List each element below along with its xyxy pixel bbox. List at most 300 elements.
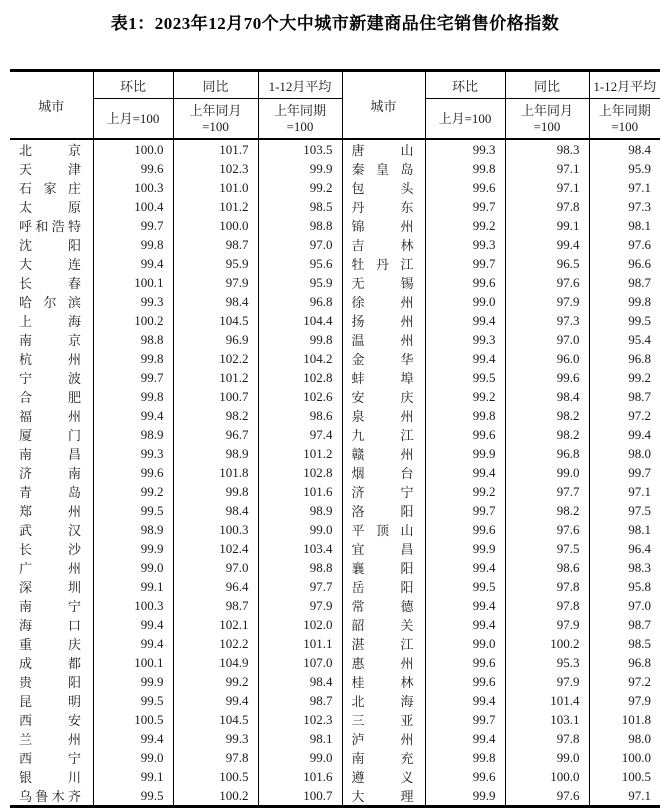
value-cell: 97.1 [628, 787, 651, 803]
price-index-table [10, 69, 660, 808]
value-cell: 100.2 [93, 311, 173, 330]
city-cell [10, 691, 93, 710]
value-cell: 99.0 [93, 558, 173, 577]
city-cell [10, 406, 93, 425]
city-name: 九 江 [351, 428, 414, 443]
table-row [10, 254, 660, 273]
city-cell [342, 311, 425, 330]
value-cell: 97.9 [505, 615, 589, 634]
value-cell: 97.0 [628, 597, 651, 613]
value-cell: 97.9 [505, 292, 589, 311]
city-cell [342, 767, 425, 786]
city-name: 郑 州 [19, 504, 81, 519]
city-name: 平 顶 山 [351, 523, 414, 538]
city-cell [10, 577, 93, 596]
city-name: 丹 东 [351, 200, 414, 215]
value-cell: 99.4 [425, 558, 505, 577]
value-cell: 95.8 [628, 578, 651, 594]
table-row [10, 748, 660, 767]
city-cell [10, 767, 93, 786]
value-cell: 107.0 [258, 653, 342, 672]
value-cell: 99.0 [425, 292, 505, 311]
value-cell: 101.2 [173, 368, 258, 387]
value-cell: 99.4 [425, 463, 505, 482]
value-cell: 98.3 [505, 139, 589, 159]
value-cell: 99.8 [425, 406, 505, 425]
city-name: 大 连 [19, 257, 81, 272]
city-name: 乌 鲁 木 齐 [19, 789, 81, 804]
city-name: 宁 波 [19, 371, 81, 386]
value-cell: 100.7 [258, 786, 342, 807]
value-cell: 99.6 [505, 368, 589, 387]
city-cell [342, 197, 425, 216]
value-cell: 100.5 [621, 768, 651, 784]
city-name: 石 家 庄 [19, 181, 81, 196]
city-name: 岳 阳 [351, 580, 414, 595]
header-yoy-base-right: 上年同月 =100 [505, 99, 589, 140]
city-name: 惠 州 [351, 656, 414, 671]
value-cell: 97.6 [505, 520, 589, 539]
value-cell: 99.6 [425, 273, 505, 292]
header-row-base [10, 99, 660, 140]
value-cell: 100.0 [505, 767, 589, 786]
city-name: 吉 林 [351, 238, 414, 253]
header-mom-base-left: 上月=100 [93, 99, 173, 140]
city-cell [342, 178, 425, 197]
value-cell: 96.4 [173, 577, 258, 596]
city-name: 桂 林 [351, 675, 414, 690]
city-cell [342, 729, 425, 748]
city-name: 长 春 [19, 276, 81, 291]
value-cell: 100.4 [93, 197, 173, 216]
city-name: 常 德 [351, 599, 414, 614]
value-cell: 99.5 [93, 501, 173, 520]
city-name: 安 庆 [351, 390, 414, 405]
value-cell: 98.7 [628, 388, 651, 404]
value-cell: 100.2 [505, 634, 589, 653]
header-city-left: 城市 [10, 71, 93, 140]
city-name: 北 京 [19, 143, 81, 158]
header-mom-right: 环比 [425, 71, 505, 99]
city-name: 哈 尔 滨 [19, 295, 81, 310]
value-cell: 99.4 [425, 349, 505, 368]
value-cell: 98.0 [628, 730, 651, 746]
table-body [10, 139, 660, 807]
city-name: 青 岛 [19, 485, 81, 500]
table-header [10, 71, 660, 140]
city-cell [342, 596, 425, 615]
value-cell: 100.3 [93, 178, 173, 197]
city-cell [10, 463, 93, 482]
page-title: 表1：2023年12月70个大中城市新建商品住宅销售价格指数 [110, 14, 560, 33]
city-cell [342, 273, 425, 292]
value-cell: 99.4 [93, 615, 173, 634]
value-cell: 98.9 [93, 425, 173, 444]
city-cell [342, 463, 425, 482]
city-cell [342, 406, 425, 425]
value-cell: 99.5 [93, 691, 173, 710]
value-cell: 100.0 [93, 139, 173, 159]
city-cell [10, 216, 93, 235]
table-row [10, 292, 660, 311]
value-cell: 103.4 [258, 539, 342, 558]
value-cell: 95.6 [258, 254, 342, 273]
table-row [10, 501, 660, 520]
city-name: 成 都 [19, 656, 81, 671]
value-cell: 99.9 [93, 539, 173, 558]
table-row [10, 216, 660, 235]
value-cell: 97.9 [258, 596, 342, 615]
city-cell [10, 311, 93, 330]
table-row [10, 710, 660, 729]
value-cell: 101.6 [258, 767, 342, 786]
value-cell: 99.2 [173, 672, 258, 691]
city-cell [10, 634, 93, 653]
value-cell: 97.6 [628, 236, 651, 252]
city-cell [10, 596, 93, 615]
value-cell: 99.4 [425, 691, 505, 710]
value-cell: 100.0 [621, 749, 651, 765]
header-mom-left: 环比 [93, 71, 173, 99]
value-cell: 100.1 [93, 273, 173, 292]
city-cell [342, 216, 425, 235]
value-cell: 104.5 [173, 710, 258, 729]
value-cell: 98.2 [505, 425, 589, 444]
value-cell: 97.3 [505, 311, 589, 330]
value-cell: 99.4 [93, 254, 173, 273]
value-cell: 98.9 [93, 520, 173, 539]
city-name: 南 宁 [19, 599, 81, 614]
value-cell: 99.6 [425, 672, 505, 691]
value-cell: 102.8 [258, 368, 342, 387]
table-row [10, 387, 660, 406]
city-name: 宜 昌 [351, 542, 414, 557]
value-cell: 99.5 [425, 368, 505, 387]
city-cell [342, 653, 425, 672]
value-cell: 102.3 [173, 159, 258, 178]
value-cell: 99.7 [425, 501, 505, 520]
city-cell [342, 710, 425, 729]
value-cell: 99.9 [425, 539, 505, 558]
city-cell [342, 577, 425, 596]
value-cell: 98.5 [258, 197, 342, 216]
table-row [10, 786, 660, 807]
value-cell: 99.2 [425, 216, 505, 235]
city-cell [10, 368, 93, 387]
city-cell [342, 558, 425, 577]
value-cell: 97.0 [505, 330, 589, 349]
city-cell [10, 139, 93, 159]
city-name: 包 头 [351, 181, 414, 196]
table-row [10, 159, 660, 178]
value-cell: 99.4 [93, 634, 173, 653]
city-cell [342, 501, 425, 520]
city-cell [10, 748, 93, 767]
value-cell: 102.1 [173, 615, 258, 634]
value-cell: 102.8 [258, 463, 342, 482]
value-cell: 101.0 [173, 178, 258, 197]
city-name: 济 南 [19, 466, 81, 481]
value-cell: 99.2 [425, 387, 505, 406]
city-name: 呼 和 浩 特 [19, 219, 81, 234]
city-cell [342, 292, 425, 311]
value-cell: 99.6 [93, 159, 173, 178]
value-cell: 102.2 [173, 634, 258, 653]
city-name: 厦 门 [19, 428, 81, 443]
value-cell: 98.2 [505, 406, 589, 425]
table-row [10, 273, 660, 292]
value-cell: 99.7 [628, 464, 651, 480]
value-cell: 97.9 [173, 273, 258, 292]
value-cell: 98.4 [173, 501, 258, 520]
value-cell: 101.1 [258, 634, 342, 653]
value-cell: 102.3 [258, 710, 342, 729]
value-cell: 97.2 [628, 407, 651, 423]
city-cell [10, 672, 93, 691]
value-cell: 99.0 [258, 520, 342, 539]
value-cell: 101.6 [258, 482, 342, 501]
city-cell [342, 254, 425, 273]
table-row [10, 634, 660, 653]
city-name: 徐 州 [351, 295, 414, 310]
city-cell [342, 691, 425, 710]
value-cell: 99.4 [505, 235, 589, 254]
value-cell: 96.4 [628, 540, 651, 556]
city-cell [342, 520, 425, 539]
city-name: 南 昌 [19, 447, 81, 462]
city-name: 长 沙 [19, 542, 81, 557]
value-cell: 97.6 [505, 786, 589, 807]
value-cell: 99.7 [93, 368, 173, 387]
value-cell: 99.2 [93, 482, 173, 501]
value-cell: 99.8 [628, 293, 651, 309]
value-cell: 99.6 [425, 425, 505, 444]
value-cell: 97.1 [505, 178, 589, 197]
city-cell [342, 672, 425, 691]
city-name: 深 圳 [19, 580, 81, 595]
value-cell: 101.8 [621, 711, 651, 727]
value-cell: 98.1 [258, 729, 342, 748]
table-row [10, 197, 660, 216]
value-cell: 97.8 [505, 577, 589, 596]
value-cell: 97.7 [258, 577, 342, 596]
city-cell [10, 349, 93, 368]
table-row [10, 139, 660, 159]
city-cell [342, 634, 425, 653]
city-cell [10, 425, 93, 444]
value-cell: 99.8 [258, 330, 342, 349]
value-cell: 97.9 [505, 672, 589, 691]
value-cell: 99.0 [505, 463, 589, 482]
value-cell: 98.3 [628, 559, 651, 575]
city-cell [342, 235, 425, 254]
value-cell: 100.1 [93, 653, 173, 672]
city-cell [342, 482, 425, 501]
city-name: 三 亚 [351, 713, 414, 728]
value-cell: 95.4 [628, 331, 651, 347]
table-row [10, 425, 660, 444]
value-cell: 95.3 [505, 653, 589, 672]
header-avg-base-right: 上年同期 =100 [589, 99, 660, 140]
value-cell: 98.9 [258, 501, 342, 520]
city-cell [10, 235, 93, 254]
value-cell: 96.6 [628, 255, 651, 271]
city-name: 上 海 [19, 314, 81, 329]
city-cell [10, 482, 93, 501]
city-cell [342, 539, 425, 558]
city-cell [10, 710, 93, 729]
header-yoy-right: 同比 [505, 71, 589, 99]
value-cell: 99.3 [425, 139, 505, 159]
city-name: 南 充 [351, 751, 414, 766]
city-cell [342, 786, 425, 807]
value-cell: 96.9 [173, 330, 258, 349]
value-cell: 97.9 [628, 692, 651, 708]
value-cell: 103.1 [505, 710, 589, 729]
city-name: 天 津 [19, 162, 81, 177]
value-cell: 95.9 [173, 254, 258, 273]
value-cell: 99.9 [93, 672, 173, 691]
value-cell: 99.6 [425, 767, 505, 786]
city-cell [10, 501, 93, 520]
city-name: 济 宁 [351, 485, 414, 500]
city-name: 温 州 [351, 333, 414, 348]
city-cell [342, 139, 425, 159]
city-cell [10, 729, 93, 748]
value-cell: 99.0 [93, 748, 173, 767]
value-cell: 101.8 [173, 463, 258, 482]
header-yoy-base-left: 上年同月 =100 [173, 99, 258, 140]
value-cell: 99.3 [173, 729, 258, 748]
city-name: 兰 州 [19, 732, 81, 747]
city-cell [10, 653, 93, 672]
value-cell: 99.8 [173, 482, 258, 501]
value-cell: 98.0 [628, 445, 651, 461]
value-cell: 99.4 [628, 426, 651, 442]
value-cell: 97.4 [258, 425, 342, 444]
header-mom-base-right: 上月=100 [425, 99, 505, 140]
value-cell: 96.7 [173, 425, 258, 444]
value-cell: 99.1 [93, 767, 173, 786]
value-cell: 99.8 [93, 235, 173, 254]
city-cell [342, 444, 425, 463]
value-cell: 98.7 [258, 691, 342, 710]
city-cell [10, 558, 93, 577]
table-row [10, 311, 660, 330]
city-name: 洛 阳 [351, 504, 414, 519]
value-cell: 99.7 [93, 216, 173, 235]
value-cell: 100.7 [173, 387, 258, 406]
value-cell: 97.8 [505, 596, 589, 615]
value-cell: 98.7 [173, 235, 258, 254]
table-row [10, 330, 660, 349]
city-name: 大 理 [351, 789, 414, 804]
value-cell: 98.8 [258, 216, 342, 235]
value-cell: 99.4 [425, 615, 505, 634]
city-cell [10, 197, 93, 216]
city-name: 金 华 [351, 352, 414, 367]
value-cell: 104.5 [173, 311, 258, 330]
value-cell: 98.7 [628, 274, 651, 290]
value-cell: 99.7 [425, 254, 505, 273]
city-cell [10, 178, 93, 197]
value-cell: 104.9 [173, 653, 258, 672]
value-cell: 96.8 [505, 444, 589, 463]
value-cell: 98.2 [173, 406, 258, 425]
value-cell: 98.4 [173, 292, 258, 311]
value-cell: 98.7 [628, 616, 651, 632]
value-cell: 100.5 [93, 710, 173, 729]
city-name: 银 川 [19, 770, 81, 785]
value-cell: 99.2 [258, 178, 342, 197]
city-name: 杭 州 [19, 352, 81, 367]
value-cell: 97.8 [173, 748, 258, 767]
value-cell: 95.9 [258, 273, 342, 292]
table-row [10, 539, 660, 558]
city-name: 沈 阳 [19, 238, 81, 253]
value-cell: 99.3 [93, 292, 173, 311]
city-name: 泸 州 [351, 732, 414, 747]
value-cell: 97.7 [505, 482, 589, 501]
value-cell: 98.2 [505, 501, 589, 520]
city-name: 西 安 [19, 713, 81, 728]
value-cell: 97.0 [258, 235, 342, 254]
city-cell [342, 159, 425, 178]
value-cell: 99.6 [425, 653, 505, 672]
value-cell: 97.0 [173, 558, 258, 577]
value-cell: 97.1 [628, 179, 651, 195]
value-cell: 97.2 [628, 673, 651, 689]
header-row-group [10, 71, 660, 99]
table-row [10, 653, 660, 672]
table-row [10, 596, 660, 615]
value-cell: 99.3 [425, 330, 505, 349]
city-name: 无 锡 [351, 276, 414, 291]
city-cell [10, 330, 93, 349]
value-cell: 99.4 [425, 311, 505, 330]
city-name: 牡 丹 江 [351, 257, 414, 272]
value-cell: 96.8 [628, 350, 651, 366]
value-cell: 98.1 [628, 521, 651, 537]
city-name: 唐 山 [351, 143, 414, 158]
value-cell: 99.6 [425, 520, 505, 539]
value-cell: 102.0 [258, 615, 342, 634]
value-cell: 99.5 [425, 577, 505, 596]
value-cell: 99.9 [425, 444, 505, 463]
value-cell: 101.7 [173, 139, 258, 159]
city-cell [342, 387, 425, 406]
table-row [10, 691, 660, 710]
table-row [10, 406, 660, 425]
city-cell [10, 615, 93, 634]
city-cell [342, 330, 425, 349]
city-name: 赣 州 [351, 447, 414, 462]
city-name: 泉 州 [351, 409, 414, 424]
value-cell: 102.6 [258, 387, 342, 406]
table-row [10, 235, 660, 254]
table-row [10, 615, 660, 634]
city-name: 扬 州 [351, 314, 414, 329]
city-name: 贵 阳 [19, 675, 81, 690]
value-cell: 99.5 [93, 786, 173, 807]
value-cell: 99.8 [425, 159, 505, 178]
city-name: 秦 皇 岛 [351, 162, 414, 177]
city-cell [342, 748, 425, 767]
value-cell: 97.5 [505, 539, 589, 558]
value-cell: 99.7 [425, 197, 505, 216]
city-cell [342, 615, 425, 634]
value-cell: 99.6 [93, 463, 173, 482]
